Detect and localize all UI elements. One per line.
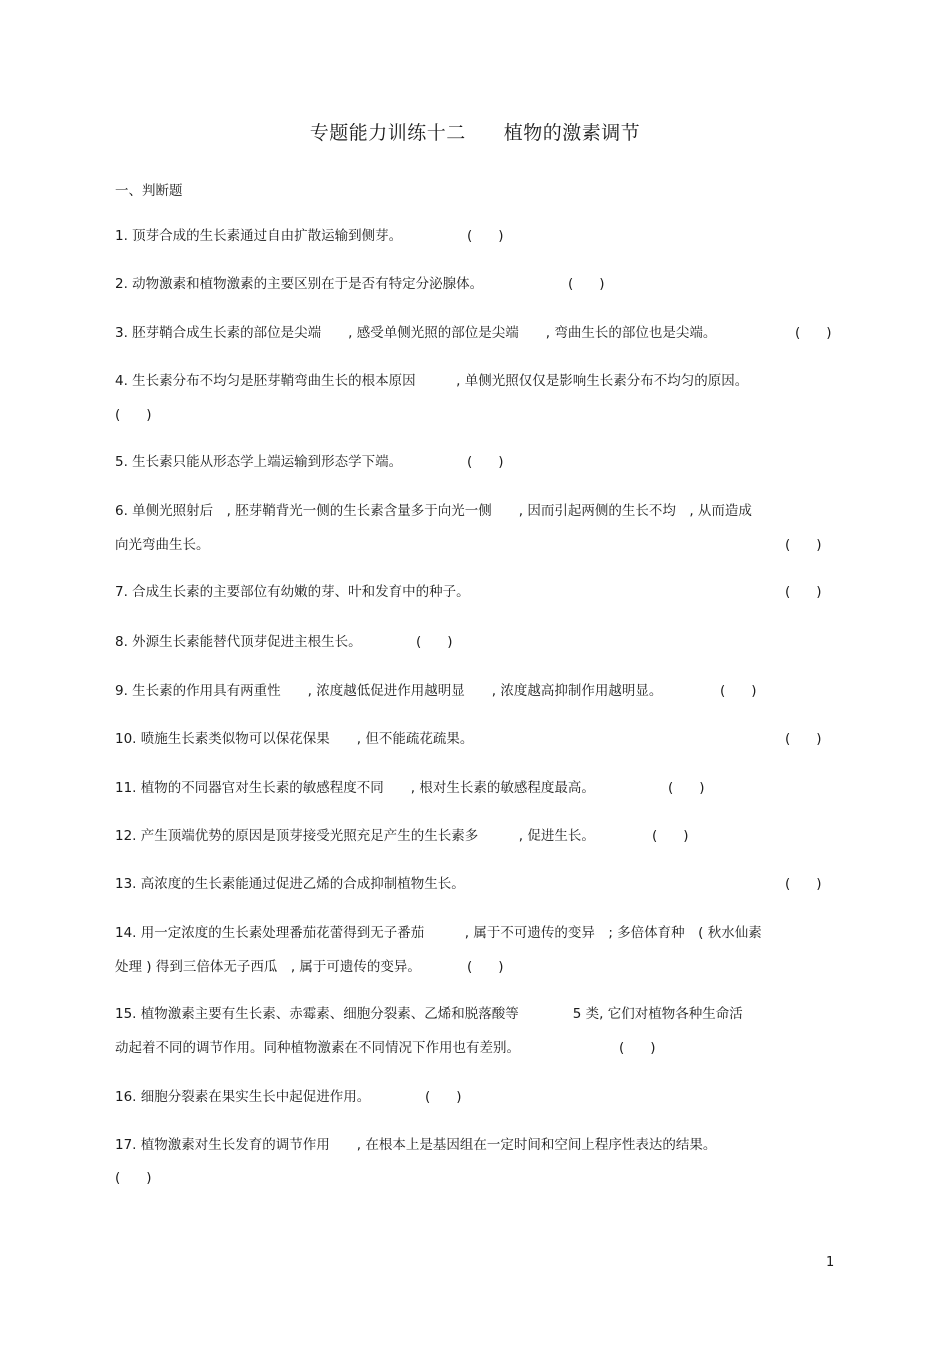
- answer-blank-14: ( ): [467, 959, 504, 975]
- question-16-line-1: 16. 细胞分裂素在果实生长中起促进作用。: [115, 1089, 371, 1105]
- answer-blank-15: ( ): [619, 1040, 656, 1056]
- question-14-line-1: 14. 用一定浓度的生长素处理番茄花蕾得到无子番茄 , 属于不可遗传的变异 ; 多倍体育种 ( 秋水仙素: [115, 925, 762, 941]
- answer-blank-4: ( ): [115, 407, 152, 423]
- page-title: [0, 118, 950, 145]
- question-4-line-1: 4. 生长素分布不均匀是胚芽鞘弯曲生长的根本原因 , 单侧光照仅仅是影响生长素分布不均匀的原因。: [115, 373, 749, 389]
- question-17-line-1: 17. 植物激素对生长发育的调节作用 , 在根本上是基因组在一定时间和空间上程序性表达的结果。: [115, 1137, 717, 1153]
- answer-blank-8: ( ): [416, 634, 453, 650]
- question-15-line-2: 动起着不同的调节作用。同种植物激素在不同情况下作用也有差别。: [115, 1040, 520, 1056]
- answer-blank-9: ( ): [720, 683, 757, 699]
- answer-blank-3: ( ): [795, 325, 832, 341]
- title-part-1: 专题能力训练十二: [309, 122, 466, 144]
- question-11-line-1: 11. 植物的不同器官对生长素的敏感程度不同 , 根对生长素的敏感程度最高。: [115, 780, 595, 796]
- question-13-line-1: 13. 高浓度的生长素能通过促进乙烯的合成抑制植物生长。: [115, 876, 465, 892]
- question-6-line-1: 6. 单侧光照射后 , 胚芽鞘背光一侧的生长素含量多于向光一侧 , 因而引起两侧的生长不均 , 从而造成: [115, 503, 752, 519]
- answer-blank-12: ( ): [652, 828, 689, 844]
- answer-blank-11: ( ): [668, 780, 705, 796]
- question-3-line-1: 3. 胚芽鞘合成生长素的部位是尖端 , 感受单侧光照的部位是尖端 , 弯曲生长的部位也是尖端。: [115, 325, 717, 341]
- question-15-line-1: 15. 植物激素主要有生长素、赤霉素、细胞分裂素、乙烯和脱落酸等 5 类, 它们对植物各种生命活: [115, 1006, 743, 1022]
- answer-blank-5: ( ): [467, 454, 504, 470]
- question-6-line-2: 向光弯曲生长。: [115, 537, 210, 553]
- question-7-line-1: 7. 合成生长素的主要部位有幼嫩的芽、叶和发育中的种子。: [115, 584, 470, 600]
- section-heading: 一、判断题: [115, 183, 183, 199]
- question-9-line-1: 9. 生长素的作用具有两重性 , 浓度越低促进作用越明显 , 浓度越高抑制作用越明显。: [115, 683, 663, 699]
- question-8-line-1: 8. 外源生长素能替代顶芽促进主根生长。: [115, 634, 362, 650]
- title-part-2: 植物的激素调节: [503, 122, 641, 144]
- answer-blank-1: ( ): [467, 228, 504, 244]
- question-10-line-1: 10. 喷施生长素类似物可以保花保果 , 但不能疏花疏果。: [115, 731, 474, 747]
- answer-blank-7: ( ): [785, 584, 822, 600]
- answer-blank-17: ( ): [115, 1170, 152, 1186]
- answer-blank-16: ( ): [425, 1089, 462, 1105]
- answer-blank-6: ( ): [785, 537, 822, 553]
- answer-blank-10: ( ): [785, 731, 822, 747]
- page-number: 1: [826, 1255, 835, 1270]
- question-1-line-1: 1. 顶芽合成的生长素通过自由扩散运输到侧芽。: [115, 228, 403, 244]
- question-5-line-1: 5. 生长素只能从形态学上端运输到形态学下端。: [115, 454, 403, 470]
- question-14-line-2: 处理 ) 得到三倍体无子西瓜 , 属于可遗传的变异。: [115, 959, 421, 975]
- question-2-line-1: 2. 动物激素和植物激素的主要区别在于是否有特定分泌腺体。: [115, 276, 484, 292]
- answer-blank-13: ( ): [785, 876, 822, 892]
- answer-blank-2: ( ): [568, 276, 605, 292]
- question-12-line-1: 12. 产生顶端优势的原因是顶芽接受光照充足产生的生长素多 , 促进生长。: [115, 828, 595, 844]
